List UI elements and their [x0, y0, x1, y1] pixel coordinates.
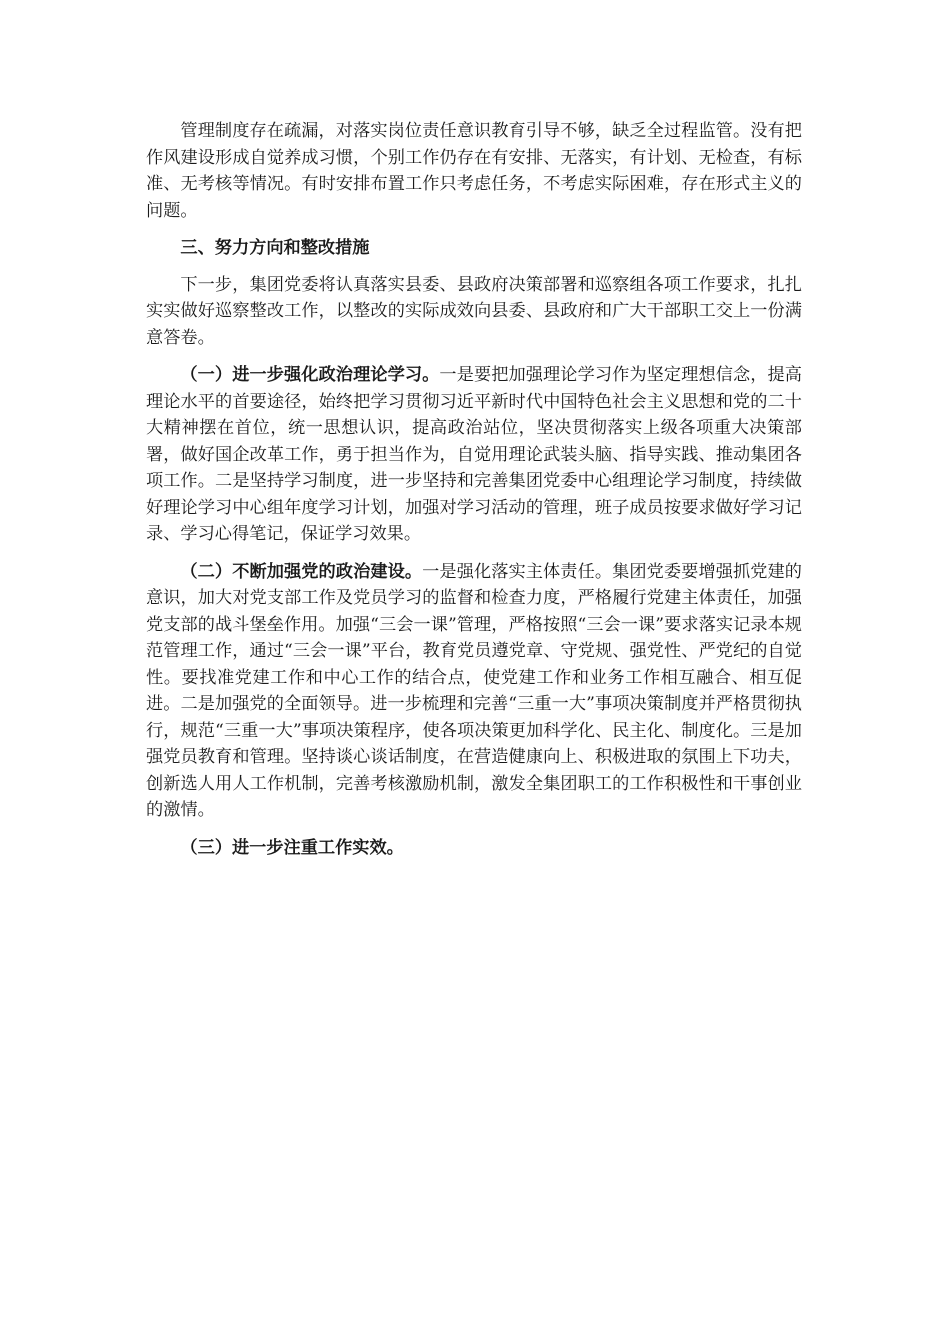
- item-3-title: （三）进一步注重工作实效。: [180, 837, 404, 858]
- section-heading-3: 三、努力方向和整改措施: [180, 238, 370, 258]
- item-2-body: 一是强化落实主体责任。集团党委要增强抓党建的意识，加大对党支部工作及党员学习的监督和检查力度，严格履行党建主体责任，加强党支部的战斗堡垒作用。加强“三会一课”管理，严格按照“三会一课”要求落实记录本规范管理工作，通过“三会一课”平台，教育党员遵党章、守党规、强党性、严党纪的自觉性。要找准党建工作和中心工作的结合点，使党建工作和业务工作相互融合、相互促进。二是加强党的全面领导。进一步梳理和完善“三重一大”事项决策制度并严格贯彻执行，规范“三重一大”事项决策程序，使各项决策更加科学化、民主化、制度化。三是加强党员教育和管理。坚持谈心谈话制度，在营造健康向上、积极进取的氛围上下功夫，创新选人用人工作机制，完善考核激励机制，激发全集团职工的工作积极性和干事创业的激情。: [146, 561, 802, 820]
- paragraph-item-2: [146, 559, 802, 824]
- paragraph-management-issues: 管理制度存在疏漏，对落实岗位责任意识教育引导不够，缺乏全过程监管。没有把作风建设形成自觉养成习惯，个别工作仍存在有安排、无落实，有计划、无检查，有标准、无考核等情况。有时安排布置工作只考虑任务，不考虑实际困难，存在形式主义的问题。: [146, 121, 802, 221]
- paragraph-item-3: [146, 835, 802, 862]
- item-1-body: 一是要把加强理论学习作为坚定理想信念，提高理论水平的首要途径，始终把学习贯彻习近平新时代中国特色社会主义思想和党的二十大精神摆在首位，统一思想认识，提高政治站位，坚决贯彻落实上级各项重大决策部署，做好国企改革工作，勇于担当作为，自觉用理论武装头脑、指导实践、推动集团各项工作。二是坚持学习制度，进一步坚持和完善集团党委中心组理论学习制度，持续做好理论学习中心组年度学习计划，加强对学习活动的管理，班子成员按要求做好学习记录、学习心得笔记，保证学习效果。: [146, 365, 802, 544]
- paragraph-next-steps: 下一步，集团党委将认真落实县委、县政府决策部署和巡察组各项工作要求，扎扎实实做好巡察整改工作，以整改的实际成效向县委、县政府和广大干部职工交上一份满意答卷。: [146, 274, 802, 348]
- item-2-title: （二）不断加强党的政治建设。: [180, 561, 423, 582]
- paragraph-item-1: [146, 362, 802, 548]
- item-1-title: （一）进一步强化政治理论学习。: [180, 365, 440, 385]
- document-body: [146, 118, 802, 871]
